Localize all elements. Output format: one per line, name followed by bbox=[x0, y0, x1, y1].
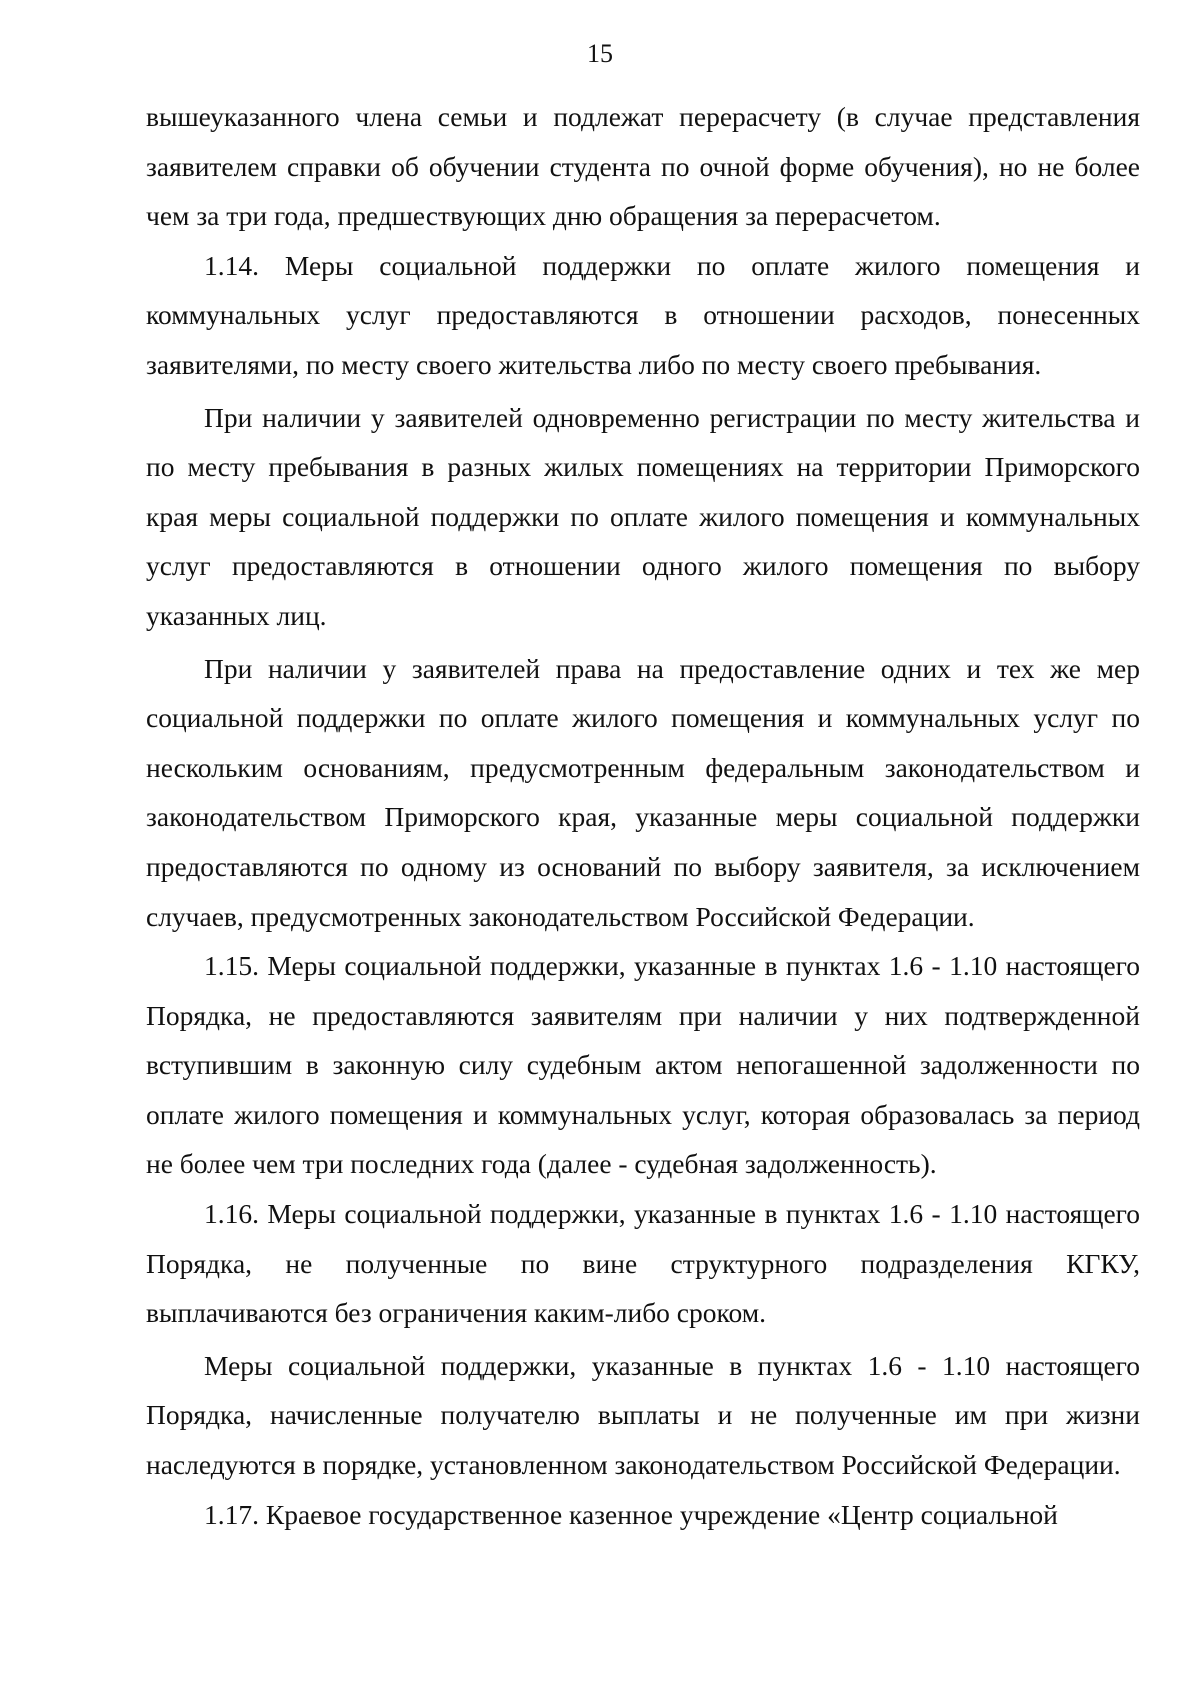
paragraph-inheritance: Меры социальной поддержки, указанные в пунктах 1.6 - 1.10 настоящего Порядка, начисленные получателю выплаты и не полученные им при жизни наследуются в порядке, установленном законодательством Российской Федерации. bbox=[146, 1349, 1140, 1481]
paragraph-1-15: 1.15. Меры социальной поддержки, указанные в пунктах 1.6 - 1.10 настоящего Порядка, не предоставляются заявителям при наличии у них подтвержденной вступившим в законную силу судебным актом непогашенной задолженности по оплате жилого помещения и коммунальных услуг, которая образовалась за период не более чем три последних года (далее - судебная задолженность). bbox=[146, 950, 1140, 1180]
paragraph-1-14: 1.14. Меры социальной поддержки по оплате жилого помещения и коммунальных услуг предоставляются в отношении расходов, понесенных заявителями, по месту своего жительства либо по месту своего пребывания. bbox=[146, 249, 1140, 380]
page-number: 15 bbox=[587, 39, 613, 68]
paragraph-dual-registration: При наличии у заявителей одновременно регистрации по месту жительства и по месту пребывания в разных жилых помещениях на территории Приморского края меры социальной поддержки по оплате жилого помещения и коммунальных услуг предоставляются в отношении одного жилого помещения по выбору указанных лиц. bbox=[146, 401, 1140, 631]
document-body bbox=[146, 92, 1140, 1539]
paragraph-multiple-grounds: При наличии у заявителей права на предоставление одних и тех же мер социальной поддержки по оплате жилого помещения и коммунальных услуг по нескольким основаниям, предусмотренным федеральным законодательством и законодательством Приморского края, указанные меры социальной поддержки предоставляются по одному из оснований по выбору заявителя, за исключением случаев, предусмотренных законодательством Российской Федерации. bbox=[146, 652, 1140, 932]
paragraph-1-17: 1.17. Краевое государственное казенное учреждение «Центр социальной bbox=[204, 1498, 1058, 1530]
paragraph-continuation: вышеуказанного члена семьи и подлежат перерасчету (в случае представления заявителем справки об обучении студента по очной форме обучения), но не более чем за три года, предшествующих дню обращения за перерасчетом. bbox=[146, 101, 1140, 232]
paragraph-1-16: 1.16. Меры социальной поддержки, указанные в пунктах 1.6 - 1.10 настоящего Порядка, не полученные по вине структурного подразделения КГКУ, выплачиваются без ограничения каким-либо сроком. bbox=[146, 1198, 1140, 1329]
